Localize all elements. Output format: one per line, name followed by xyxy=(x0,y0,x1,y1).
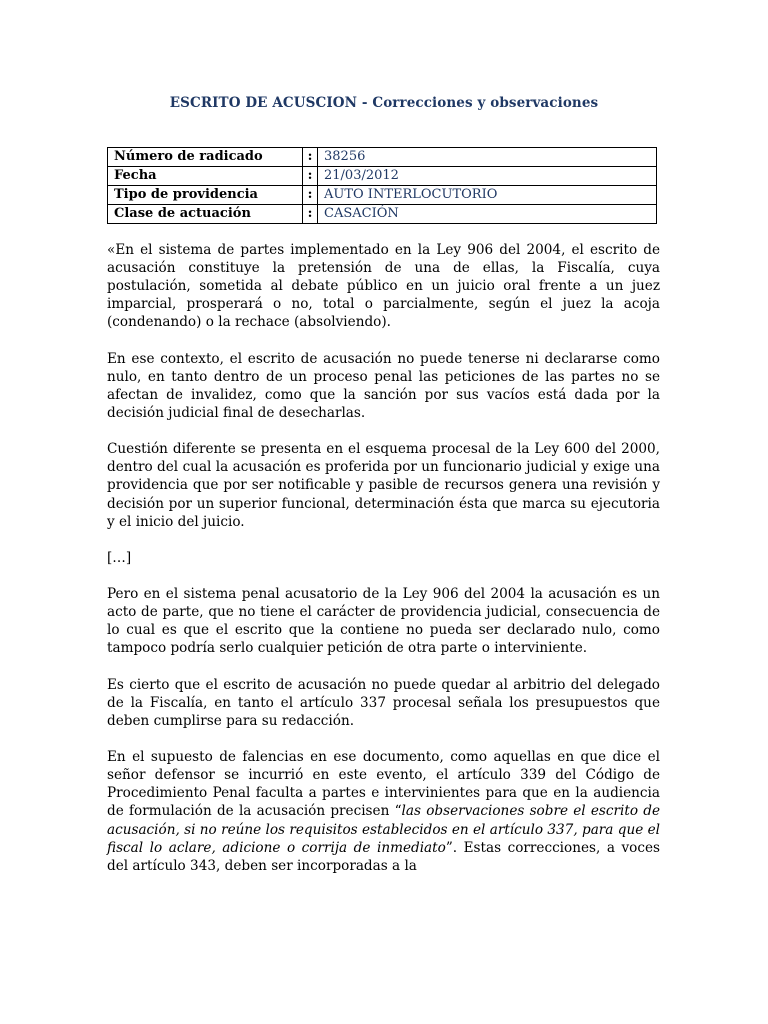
case-info-table xyxy=(107,147,657,224)
case-info-value: AUTO INTERLOCUTORIO xyxy=(318,186,657,205)
case-info-value: 38256 xyxy=(318,148,657,167)
case-info-value: 21/03/2012 xyxy=(318,167,657,186)
case-info-separator: : xyxy=(303,148,318,167)
case-info-row-fecha xyxy=(108,167,657,186)
paragraph-text-before-quote: En el supuesto de falencias en ese documento, como aquellas en que dice el señor defensor se incurrió en este evento, el artículo 339 del Código de Procedimiento Penal faculta a partes e intervinientes para que en la audiencia de formulación de la acusación precisen “ xyxy=(107,749,660,820)
case-info-value: CASACIÓN xyxy=(318,205,657,224)
document-body xyxy=(107,241,660,875)
body-paragraph: «En el sistema de partes implementado en la Ley 906 del 2004, el escrito de acusación constituye la pretensión de una de ellas, la Fiscalía, cuya postulación, sometida al debate público en un juicio oral frente a un juez imparcial, prosperará o no, total o parcialmente, según el juez la acoja (condenando) o la rechace (absolviendo). xyxy=(107,242,660,331)
case-info-label: Tipo de providencia xyxy=(108,186,303,205)
quoted-statute-text: las observaciones sobre el escrito de acusación, si no reúne los requisitos establecidos en el artículo 337, para que el fiscal lo aclare, adicione o corrija de inmediato xyxy=(107,803,660,856)
case-info-label: Fecha xyxy=(108,167,303,186)
body-paragraph: En ese contexto, el escrito de acusación no puede tenerse ni declararse como nulo, en tanto dentro de un proceso penal las peticiones de las partes no se afectan de invalidez, como que la sanción por sus vacíos está dada por la decisión judicial final de desecharlas. xyxy=(107,350,660,421)
case-info-row-tipo xyxy=(108,186,657,205)
paragraph-text-after-quote: ”. Estas correcciones, a voces del artículo 343, deben ser incorporadas a la xyxy=(107,839,660,874)
body-paragraph: Pero en el sistema penal acusatorio de la Ley 906 del 2004 la acusación es un acto de parte, que no tiene el carácter de providencia judicial, consecuencia de lo cual es que el escrito que la contiene no pueda ser declarado nulo, como tampoco podría serlo cualquier petición de otra parte o interviniente. xyxy=(107,586,660,657)
case-info-label: Clase de actuación xyxy=(108,205,303,224)
document-title: ESCRITO DE ACUSCION - Correcciones y observaciones xyxy=(169,95,599,111)
case-info-row-clase xyxy=(108,205,657,224)
case-info-separator: : xyxy=(303,205,318,224)
body-paragraph: Cuestión diferente se presenta en el esquema procesal de la Ley 600 del 2000, dentro del cual la acusación es proferida por un funcionario judicial y exige una providencia que por ser notificable y pasible de recursos genera una revisión y decisión por un superior funcional, determinación ésta que marca su ejecutoria y el inicio del juicio. xyxy=(107,441,660,530)
body-paragraph: Es cierto que el escrito de acusación no puede quedar al arbitrio del delegado de la Fiscalía, en tanto el artículo 337 procesal señala los presupuestos que deben cumplirse para su redacción. xyxy=(107,676,660,729)
case-info-label: Número de radicado xyxy=(108,148,303,167)
omission-marker: […] xyxy=(107,549,132,566)
body-paragraph-quote xyxy=(107,748,660,875)
case-info-separator: : xyxy=(303,167,318,186)
case-info-row-radicado xyxy=(108,148,657,167)
case-info-separator: : xyxy=(303,186,318,205)
